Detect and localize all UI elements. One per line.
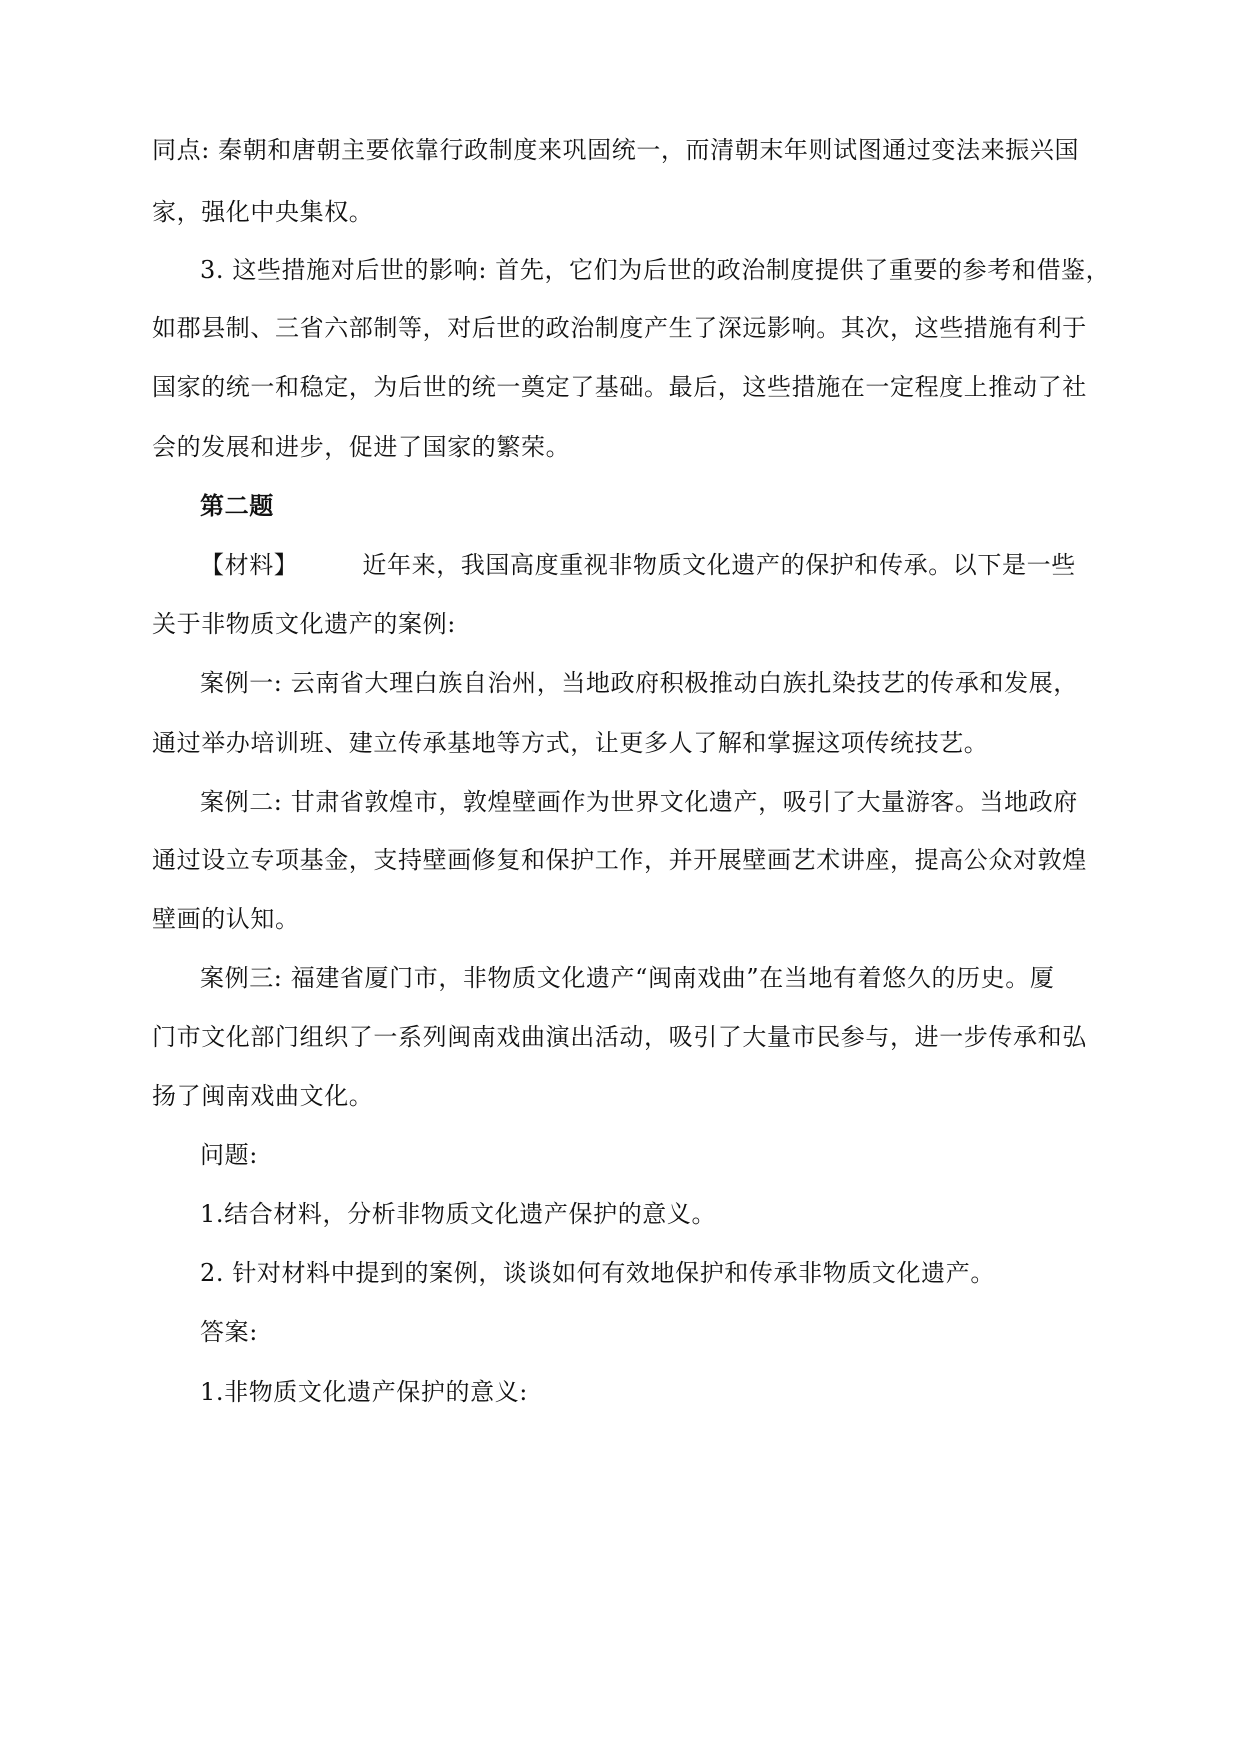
text-line: 2. 针对材料中提到的案例，谈谈如何有效地保护和传承非物质文化遗产。 — [200, 1259, 995, 1287]
text-line: 扬了闽南戏曲文化。 — [152, 1082, 374, 1110]
section-heading: 第二题 — [200, 491, 274, 520]
text-line: 如郡县制、三省六部制等，对后世的政治制度产生了深远影响。其次，这些措施有利于 — [152, 314, 1087, 342]
text-line: 答案: — [200, 1318, 258, 1346]
text-line: 壁画的认知。 — [152, 905, 300, 933]
text-line: 通过设立专项基金，支持壁画修复和保护工作，并开展壁画艺术讲座，提高公众对敦煌 — [152, 846, 1087, 874]
text-line: 国家的统一和稳定，为后世的统一奠定了基础。最后，这些措施在一定程度上推动了社 — [152, 373, 1087, 401]
text-line: 家，强化中央集权。 — [152, 198, 374, 226]
text-line: 通过举办培训班、建立传承基地等方式，让更多人了解和掌握这项传统技艺。 — [152, 729, 989, 757]
material-label: 【材料】 — [200, 551, 299, 579]
text-line: 3. 这些措施对后世的影响: 首先，它们为后世的政治制度提供了重要的参考和借鉴， — [200, 256, 1111, 284]
material-line — [200, 549, 1076, 581]
text-line: 1.非物质文化遗产保护的意义: — [200, 1378, 528, 1406]
text-line: 关于非物质文化遗产的案例: — [152, 610, 456, 638]
text-line: 1.结合材料，分析非物质文化遗产保护的意义。 — [200, 1200, 717, 1228]
text-line: 案例三: 福建省厦门市，非物质文化遗产“闽南戏曲”在当地有着悠久的历史。厦 — [200, 964, 1055, 992]
text-line: 会的发展和进步，促进了国家的繁荣。 — [152, 433, 571, 461]
text-line: 同点: 秦朝和唐朝主要依靠行政制度来巩固统一，而清朝末年则试图通过变法来振兴国 — [152, 136, 1080, 164]
text-line: 案例一: 云南省大理白族自治州，当地政府积极推动白族扎染技艺的传承和发展， — [200, 669, 1078, 697]
text-line: 案例二: 甘肃省敦煌市，敦煌壁画作为世界文化遗产，吸引了大量游客。当地政府 — [200, 788, 1078, 816]
text-line: 问题: — [200, 1141, 258, 1169]
text-line: 门市文化部门组织了一系列闽南戏曲演出活动，吸引了大量市民参与，进一步传承和弘 — [152, 1023, 1087, 1051]
material-intro: 近年来，我国高度重视非物质文化遗产的保护和传承。以下是一些 — [362, 551, 1076, 579]
